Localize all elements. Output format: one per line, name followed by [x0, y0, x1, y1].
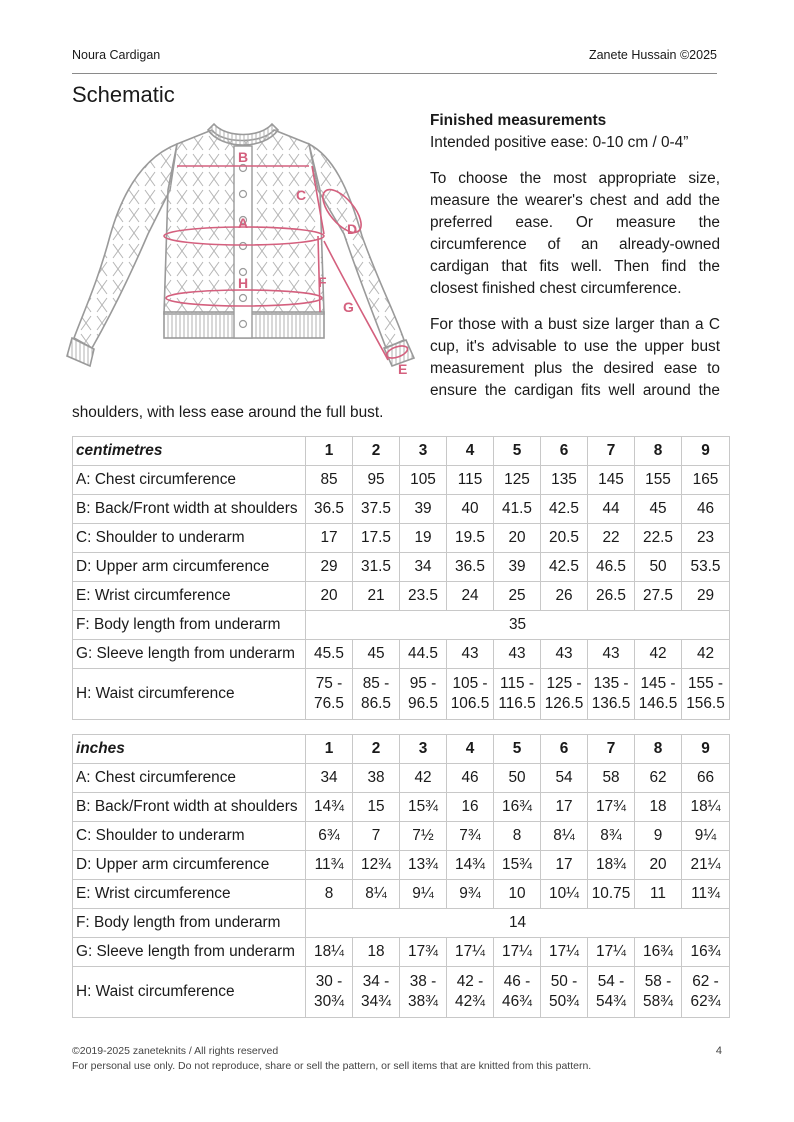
table-cell: 37.5: [353, 495, 400, 524]
table-cell: 39: [494, 553, 541, 582]
table-cell: 16¾: [494, 793, 541, 822]
table-cell: 135: [541, 466, 588, 495]
table-cell: 42 - 42¾: [447, 967, 494, 1018]
table-cell: 25: [494, 582, 541, 611]
table-cell: 17¼: [588, 938, 635, 967]
inches-table: [72, 734, 730, 1018]
table-row: [73, 611, 730, 640]
table-cell: 66: [682, 764, 730, 793]
table-cell: 7¾: [447, 822, 494, 851]
table-cell: 23: [682, 524, 730, 553]
label-h: H: [238, 275, 249, 291]
row-label: E: Wrist circumference: [73, 582, 306, 611]
table-cell: 9¾: [447, 880, 494, 909]
table-cell: 125 - 126.5: [541, 669, 588, 720]
size-heading: 6: [541, 437, 588, 466]
table-header-row: [73, 437, 730, 466]
size-heading: 9: [682, 735, 730, 764]
table-row: [73, 466, 730, 495]
table-cell: 95 - 96.5: [400, 669, 447, 720]
table-cell: 14¾: [447, 851, 494, 880]
size-heading: 3: [400, 437, 447, 466]
table-row: [73, 669, 730, 720]
table-cell: 13¾: [400, 851, 447, 880]
table-cell: 17¼: [494, 938, 541, 967]
table-cell: 22: [588, 524, 635, 553]
table-cell: 20: [635, 851, 682, 880]
table-cell: 46.5: [588, 553, 635, 582]
pattern-name: Noura Cardigan: [72, 48, 161, 62]
table-cell: 11¾: [306, 851, 353, 880]
finished-measurements-title: Finished measurements: [430, 112, 607, 129]
table-cell: 18¼: [682, 793, 730, 822]
table-cell: 45: [353, 640, 400, 669]
table-cell: 45.5: [306, 640, 353, 669]
designer-copyright: Zanete Hussain ©2025: [588, 48, 717, 62]
table-cell: 36.5: [306, 495, 353, 524]
table-cell: 42: [682, 640, 730, 669]
table-cell: 42: [635, 640, 682, 669]
table-cell: 10¼: [541, 880, 588, 909]
sizing-paragraph: To choose the most appropriate size, measure the wearer's chest and add the preferred ease. Or measure the circumference of an already-owned cardigan that fits well. Then find the closest finished chest circumference.: [430, 170, 720, 297]
table-cell: 29: [306, 553, 353, 582]
table-cell: 9¼: [400, 880, 447, 909]
footer-notice: For personal use only. Do not reproduce, share or sell the pattern, or sell items that are knitted from this pattern.: [72, 1060, 592, 1072]
label-d: D: [347, 221, 358, 237]
row-label: A: Chest circumference: [73, 466, 306, 495]
size-heading: 5: [494, 437, 541, 466]
size-heading: 7: [588, 735, 635, 764]
table-cell: 9: [635, 822, 682, 851]
row-label: G: Sleeve length from underarm: [73, 640, 306, 669]
table-cell: 39: [400, 495, 447, 524]
table-cell: 8¼: [353, 880, 400, 909]
table-cell: 26.5: [588, 582, 635, 611]
size-heading: 1: [306, 437, 353, 466]
row-label: G: Sleeve length from underarm: [73, 938, 306, 967]
size-heading: 6: [541, 735, 588, 764]
table-cell: 58 - 58¾: [635, 967, 682, 1018]
table-cell: 18¾: [588, 851, 635, 880]
table-cell: 43: [494, 640, 541, 669]
size-heading: 8: [635, 437, 682, 466]
table-row: [73, 495, 730, 524]
table-row: [73, 938, 730, 967]
table-cell: 15¾: [400, 793, 447, 822]
table-cell: 17.5: [353, 524, 400, 553]
table-cell: 50: [494, 764, 541, 793]
table-cell: 34: [306, 764, 353, 793]
table-cell: 23.5: [400, 582, 447, 611]
table-cell: 16¾: [682, 938, 730, 967]
label-e: E: [398, 361, 408, 377]
label-f: F: [318, 274, 327, 290]
table-cell: 20: [306, 582, 353, 611]
table-cell: 62 - 62¾: [682, 967, 730, 1018]
unit-heading: centimetres: [73, 437, 306, 466]
table-row: [73, 793, 730, 822]
table-cell: 11¾: [682, 880, 730, 909]
table-row: [73, 909, 730, 938]
page-number: 4: [715, 1045, 722, 1057]
table-cell: 165: [682, 466, 730, 495]
table-cell: 7: [353, 822, 400, 851]
label-c: C: [296, 187, 307, 203]
table-cell: 9¼: [682, 822, 730, 851]
table-cell: 15: [353, 793, 400, 822]
table-cell: 43: [541, 640, 588, 669]
table-cell: 27.5: [635, 582, 682, 611]
table-cell: 42.5: [541, 553, 588, 582]
row-label: F: Body length from underarm: [73, 611, 306, 640]
table-row: [73, 880, 730, 909]
table-cell: 19: [400, 524, 447, 553]
table-cell: 10.75: [588, 880, 635, 909]
table-cell: 85 - 86.5: [353, 669, 400, 720]
table-cell: 105: [400, 466, 447, 495]
table-cell: 26: [541, 582, 588, 611]
size-heading: 9: [682, 437, 730, 466]
label-a: A: [238, 215, 249, 231]
ease-note: Intended positive ease: 0-10 cm / 0-4”: [430, 134, 689, 151]
table-cell: 17: [541, 851, 588, 880]
table-cell: 36.5: [447, 553, 494, 582]
table-cell: 7½: [400, 822, 447, 851]
table-cell: 45: [635, 495, 682, 524]
table-cell: 19.5: [447, 524, 494, 553]
table-row: [73, 764, 730, 793]
label-b: B: [238, 149, 249, 165]
table-cell: 18¼: [306, 938, 353, 967]
table-cell: 54 - 54¾: [588, 967, 635, 1018]
section-title: Schematic: [72, 82, 175, 107]
table-cell: 20: [494, 524, 541, 553]
row-label: E: Wrist circumference: [73, 880, 306, 909]
table-cell: 21: [353, 582, 400, 611]
schematic-space: [72, 110, 430, 402]
size-heading: 2: [353, 735, 400, 764]
table-cell: 8¼: [541, 822, 588, 851]
bust-paragraph: For those with a bust size larger than a C cup, it's advisable to use the upper bust measurement plus the desired ease to ensure the cardigan fits well around the shoulders, with less ease around the full bust.: [72, 316, 720, 421]
size-heading: 2: [353, 437, 400, 466]
table-cell: 41.5: [494, 495, 541, 524]
table-cell: 14¾: [306, 793, 353, 822]
centimetres-table: [72, 436, 730, 720]
label-g: G: [343, 299, 354, 315]
size-heading: 8: [635, 735, 682, 764]
row-label: D: Upper arm circumference: [73, 553, 306, 582]
table-cell: 38: [353, 764, 400, 793]
footer-copyright: ©2019-2025 zaneteknits / All rights reserved: [72, 1045, 279, 1057]
table-cell: 15¾: [494, 851, 541, 880]
table-cell: 40: [447, 495, 494, 524]
row-label: B: Back/Front width at shoulders: [73, 495, 306, 524]
table-header-row: [73, 735, 730, 764]
table-cell: 42: [400, 764, 447, 793]
size-heading: 4: [447, 437, 494, 466]
table-cell: 115: [447, 466, 494, 495]
table-cell: 18: [635, 793, 682, 822]
table-cell: 11: [635, 880, 682, 909]
measurement-intro: [72, 110, 720, 424]
table-cell: 43: [588, 640, 635, 669]
table-row: [73, 582, 730, 611]
table-cell: 54: [541, 764, 588, 793]
table-cell: 10: [494, 880, 541, 909]
table-cell: 95: [353, 466, 400, 495]
size-heading: 1: [306, 735, 353, 764]
table-row: [73, 553, 730, 582]
table-cell: 145 - 146.5: [635, 669, 682, 720]
table-cell: 34: [400, 553, 447, 582]
table-cell: 16: [447, 793, 494, 822]
page-header: [72, 46, 717, 74]
table-cell: 44.5: [400, 640, 447, 669]
table-cell: 31.5: [353, 553, 400, 582]
table-cell: 43: [447, 640, 494, 669]
row-label: D: Upper arm circumference: [73, 851, 306, 880]
table-cell: 22.5: [635, 524, 682, 553]
table-cell: 46: [682, 495, 730, 524]
table-cell: 155: [635, 466, 682, 495]
table-cell: 44: [588, 495, 635, 524]
table-cell: 29: [682, 582, 730, 611]
size-heading: 7: [588, 437, 635, 466]
table-cell: 17¾: [400, 938, 447, 967]
table-cell-spanning: 35: [306, 611, 730, 640]
table-cell: 20.5: [541, 524, 588, 553]
table-row: [73, 851, 730, 880]
table-cell: 105 - 106.5: [447, 669, 494, 720]
table-cell: 16¾: [635, 938, 682, 967]
table-cell: 50 - 50¾: [541, 967, 588, 1018]
table-cell: 46 - 46¾: [494, 967, 541, 1018]
table-cell: 50: [635, 553, 682, 582]
size-heading: 4: [447, 735, 494, 764]
row-label: A: Chest circumference: [73, 764, 306, 793]
table-cell: 6¾: [306, 822, 353, 851]
page-footer: [72, 1044, 722, 1074]
table-cell: 38 - 38¾: [400, 967, 447, 1018]
size-heading: 5: [494, 735, 541, 764]
table-cell: 12¾: [353, 851, 400, 880]
table-cell: 42.5: [541, 495, 588, 524]
table-cell: 8: [306, 880, 353, 909]
row-label: C: Shoulder to underarm: [73, 524, 306, 553]
row-label: C: Shoulder to underarm: [73, 822, 306, 851]
unit-heading: inches: [73, 735, 306, 764]
table-cell: 85: [306, 466, 353, 495]
table-cell: 18: [353, 938, 400, 967]
row-label: H: Waist circumference: [73, 669, 306, 720]
table-cell: 135 - 136.5: [588, 669, 635, 720]
row-label: F: Body length from underarm: [73, 909, 306, 938]
table-cell: 17: [541, 793, 588, 822]
table-cell: 75 - 76.5: [306, 669, 353, 720]
table-cell: 8: [494, 822, 541, 851]
table-cell: 62: [635, 764, 682, 793]
table-cell: 145: [588, 466, 635, 495]
table-cell: 30 - 30¾: [306, 967, 353, 1018]
table-cell: 17: [306, 524, 353, 553]
table-row: [73, 640, 730, 669]
table-cell: 34 - 34¾: [353, 967, 400, 1018]
table-cell: 115 - 116.5: [494, 669, 541, 720]
table-row: [73, 822, 730, 851]
table-cell: 21¼: [682, 851, 730, 880]
table-cell: 17¾: [588, 793, 635, 822]
table-cell: 17¼: [447, 938, 494, 967]
table-row: [73, 967, 730, 1018]
table-cell: 8¾: [588, 822, 635, 851]
table-cell: 53.5: [682, 553, 730, 582]
row-label: H: Waist circumference: [73, 967, 306, 1018]
table-cell: 125: [494, 466, 541, 495]
table-cell: 46: [447, 764, 494, 793]
table-row: [73, 524, 730, 553]
table-cell: 17¼: [541, 938, 588, 967]
table-cell: 155 - 156.5: [682, 669, 730, 720]
table-cell: 58: [588, 764, 635, 793]
table-cell-spanning: 14: [306, 909, 730, 938]
row-label: B: Back/Front width at shoulders: [73, 793, 306, 822]
table-cell: 24: [447, 582, 494, 611]
size-heading: 3: [400, 735, 447, 764]
